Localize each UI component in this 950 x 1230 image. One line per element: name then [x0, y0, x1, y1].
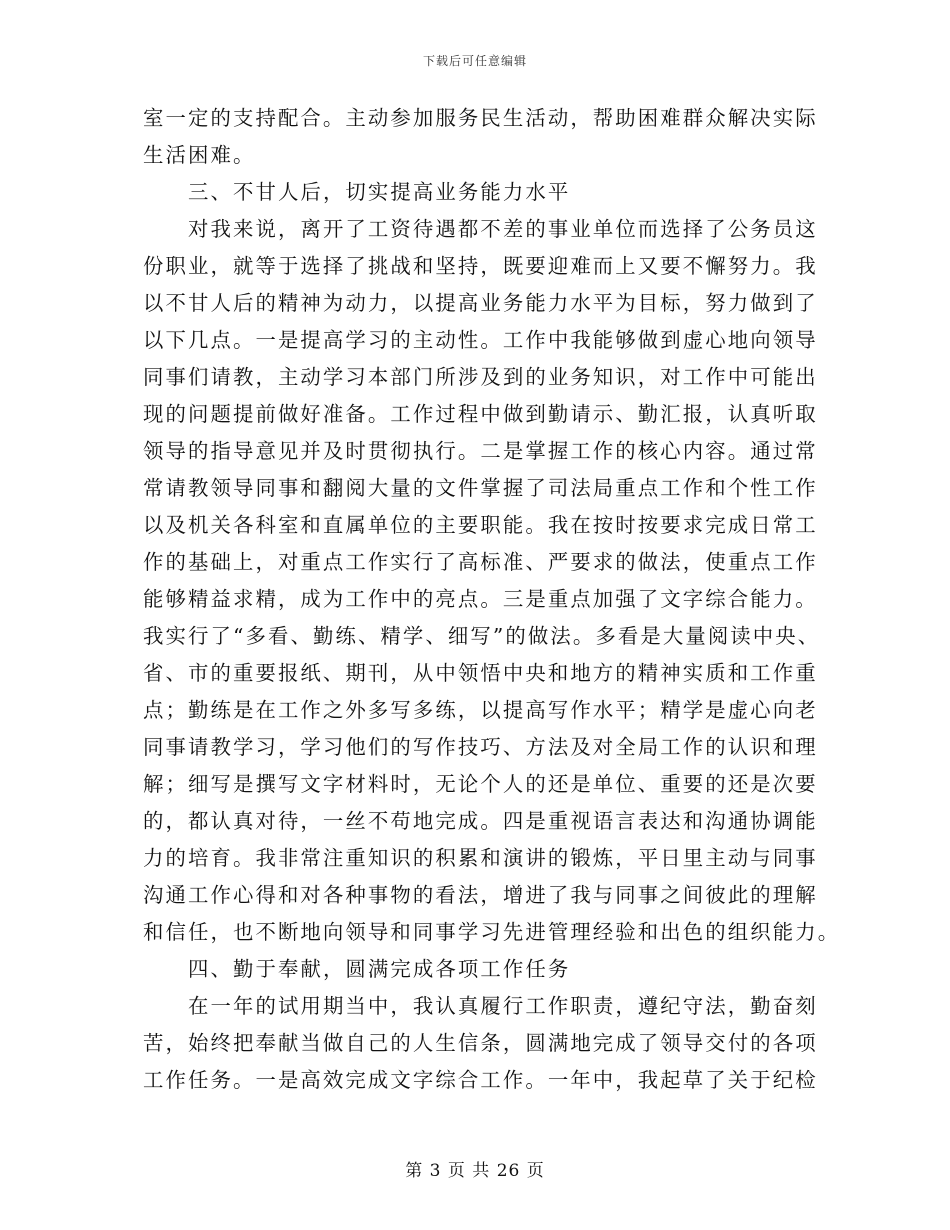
section-heading: 四、勤于奉献，圆满完成各项工作任务	[188, 957, 571, 981]
text-line: 能够精益求精，成为工作中的亮点。三是重点加强了文字综合能力。	[143, 587, 818, 611]
document-body	[143, 100, 841, 1099]
text-line: 对我来说，离开了工资待遇都不差的事业单位而选择了公务员这	[188, 217, 818, 241]
text-line: 点；勤练是在工作之外多写多练，以提高写作水平；精学是虚心向老	[143, 698, 818, 722]
page-header: 下载后可任意编辑	[422, 54, 527, 68]
text-line: 的，都认真对待，一丝不苟地完成。四是重视语言表达和沟通协调能	[143, 809, 818, 833]
text-line: 力的培育。我非常注重知识的积累和演讲的锻炼，平日里主动与同事	[143, 846, 818, 870]
text-line: 在一年的试用期当中，我认真履行工作职责，遵纪守法，勤奋刻	[188, 994, 818, 1018]
text-line: 解；细写是撰写文字材料时，无论个人的还是单位、重要的还是次要	[143, 772, 818, 796]
text-line: 室一定的支持配合。主动参加服务民生活动，帮助困难群众解决实际	[143, 106, 818, 130]
section-heading: 三、不甘人后，切实提高业务能力水平	[188, 180, 571, 204]
text-line: 以下几点。一是提高学习的主动性。工作中我能够做到虚心地向领导	[143, 328, 818, 352]
text-line: 同事请教学习，学习他们的写作技巧、方法及对全局工作的认识和理	[143, 735, 818, 759]
text-line: 工作任务。一是高效完成文字综合工作。一年中，我起草了关于纪检	[143, 1068, 818, 1092]
text-line: 同事们请教，主动学习本部门所涉及到的业务知识，对工作中可能出	[143, 365, 818, 389]
text-line: 沟通工作心得和对各种事物的看法，增进了我与同事之间彼此的理解	[143, 883, 818, 907]
text-line: 我实行了“多看、勤练、精学、细写”的做法。多看是大量阅读中央、	[143, 624, 821, 648]
text-line: 苦，始终把奉献当做自己的人生信条，圆满地完成了领导交付的各项	[143, 1031, 818, 1055]
page-footer: 第 3 页 共 26 页	[405, 1161, 545, 1181]
text-line: 份职业，就等于选择了挑战和坚持，既要迎难而上又要不懈努力。我	[143, 254, 818, 278]
text-line: 领导的指导意见并及时贯彻执行。二是掌握工作的核心内容。通过常	[143, 439, 818, 463]
text-line: 省、市的重要报纸、期刊，从中领悟中央和地方的精神实质和工作重	[143, 661, 818, 685]
text-line: 常请教领导同事和翻阅大量的文件掌握了司法局重点工作和个性工作	[143, 476, 818, 500]
text-line: 作的基础上，对重点工作实行了高标准、严要求的做法，使重点工作	[143, 550, 818, 574]
text-line: 以不甘人后的精神为动力，以提高业务能力水平为目标，努力做到了	[143, 291, 818, 315]
text-line: 现的问题提前做好准备。工作过程中做到勤请示、勤汇报，认真听取	[143, 402, 818, 426]
text-line: 以及机关各科室和直属单位的主要职能。我在按时按要求完成日常工	[143, 513, 818, 537]
text-line: 生活困难。	[143, 143, 256, 167]
text-line: 和信任，也不断地向领导和同事学习先进管理经验和出色的组织能力。	[143, 920, 841, 944]
